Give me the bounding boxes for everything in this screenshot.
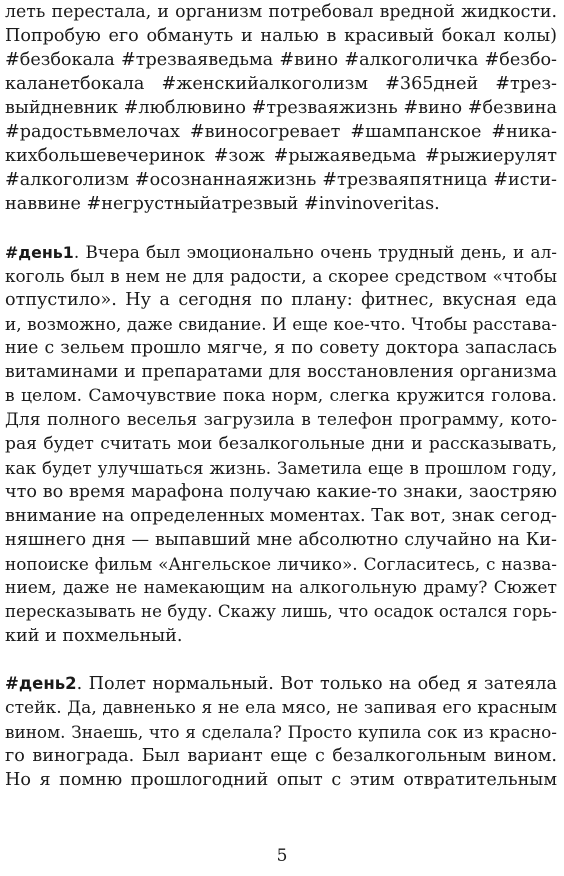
text-line: ние с зельем прошло мягче, я по совету доктора запаслась — [5, 338, 557, 358]
text-line: внимание на определенных моментах. Так вот, знак сегод- — [5, 506, 557, 526]
text-line: наввине #негрустныйатрезвый #invinoveritas. — [5, 194, 440, 214]
text-line: Попробую его обмануть и налью в красивый бокал колы) — [5, 26, 557, 46]
text-line: го винограда. Был вариант еще с безалкогольным вином. — [5, 746, 557, 766]
paragraph-gap — [5, 216, 557, 240]
text-line: кий и похмельный. — [5, 626, 183, 646]
text-line: няшнего дня — выпавший мне абсолютно случайно на Ки- — [5, 530, 557, 550]
text-line: коголь был в нем не для радости, а скорее средством «чтобы — [5, 266, 557, 286]
text-line: рая будет считать мои безалкогольные дни и рассказывать, — [5, 434, 557, 454]
day-tag: #день1 — [5, 243, 74, 262]
text-line: нопоиске фильм «Ангельское личико». Согласитесь, с назва- — [5, 554, 557, 574]
text-line: как будет улучшаться жизнь. Заметила еще в прошлом году, — [5, 458, 557, 478]
text-line: Но я помню прошлогодний опыт с этим отвратительным — [5, 770, 557, 790]
text-span: . Вчера был эмоционально очень трудный день, и ал- — [73, 242, 557, 262]
book-page — [5, 0, 557, 792]
text-span: . Полет нормальный. Вот только на обед я затеяла — [76, 674, 557, 694]
text-line: отпустило». Ну а сегодня по плану: фитнес, вкусная еда — [5, 290, 557, 310]
text-line — [5, 240, 557, 264]
text-line: выйдневник #люблювино #трезваяжизнь #вино #безвина — [5, 98, 557, 118]
text-line: кихбольшевечеринок #зож #рыжаяведьма #рыжиерулят — [5, 146, 557, 166]
text-line: леть перестала, и организм потребовал вредной жидкости. — [5, 2, 557, 22]
text-line: и, возможно, даже свидание. И еще кое-что. Чтобы расстава- — [5, 314, 557, 334]
paragraph-day-1 — [5, 240, 557, 648]
text-line: #радостьвмелочах #виносогревает #шампанское #ника- — [5, 122, 557, 142]
text-line: вином. Знаешь, что я сделала? Просто купила сок из красно- — [5, 722, 557, 742]
text-line: стейк. Да, давненько я не ела мясо, не запивая его красным — [5, 698, 557, 718]
text-line: каланетбокала #женскийалкоголизм #365дней #трез- — [5, 74, 557, 94]
text-line: пересказывать не буду. Скажу лишь, что осадок остался горь- — [5, 602, 557, 621]
text-line: Для полного веселья загрузила в телефон программу, кото- — [5, 410, 557, 430]
day-tag: #день2 — [5, 674, 77, 693]
paragraph-gap — [5, 648, 557, 672]
text-line: нием, даже не намекающим на алкогольную драму? Сюжет — [5, 578, 557, 598]
text-line: что во время марафона получаю какие-то знаки, заостряю — [5, 482, 557, 502]
page-number: 5 — [276, 846, 288, 866]
text-line: #безбокала #трезваяведьма #вино #алкоголичка #безбо- — [5, 50, 557, 70]
text-line: в целом. Самочувствие пока норм, слегка кружится голова. — [5, 386, 557, 406]
paragraph-continuation — [5, 0, 557, 216]
text-line: #алкоголизм #осознаннаяжизнь #трезваяпятница #исти- — [5, 170, 557, 190]
paragraph-day-2 — [5, 672, 557, 792]
text-line: витаминами и препаратами для восстановления организма — [5, 362, 557, 382]
text-line — [5, 672, 557, 696]
